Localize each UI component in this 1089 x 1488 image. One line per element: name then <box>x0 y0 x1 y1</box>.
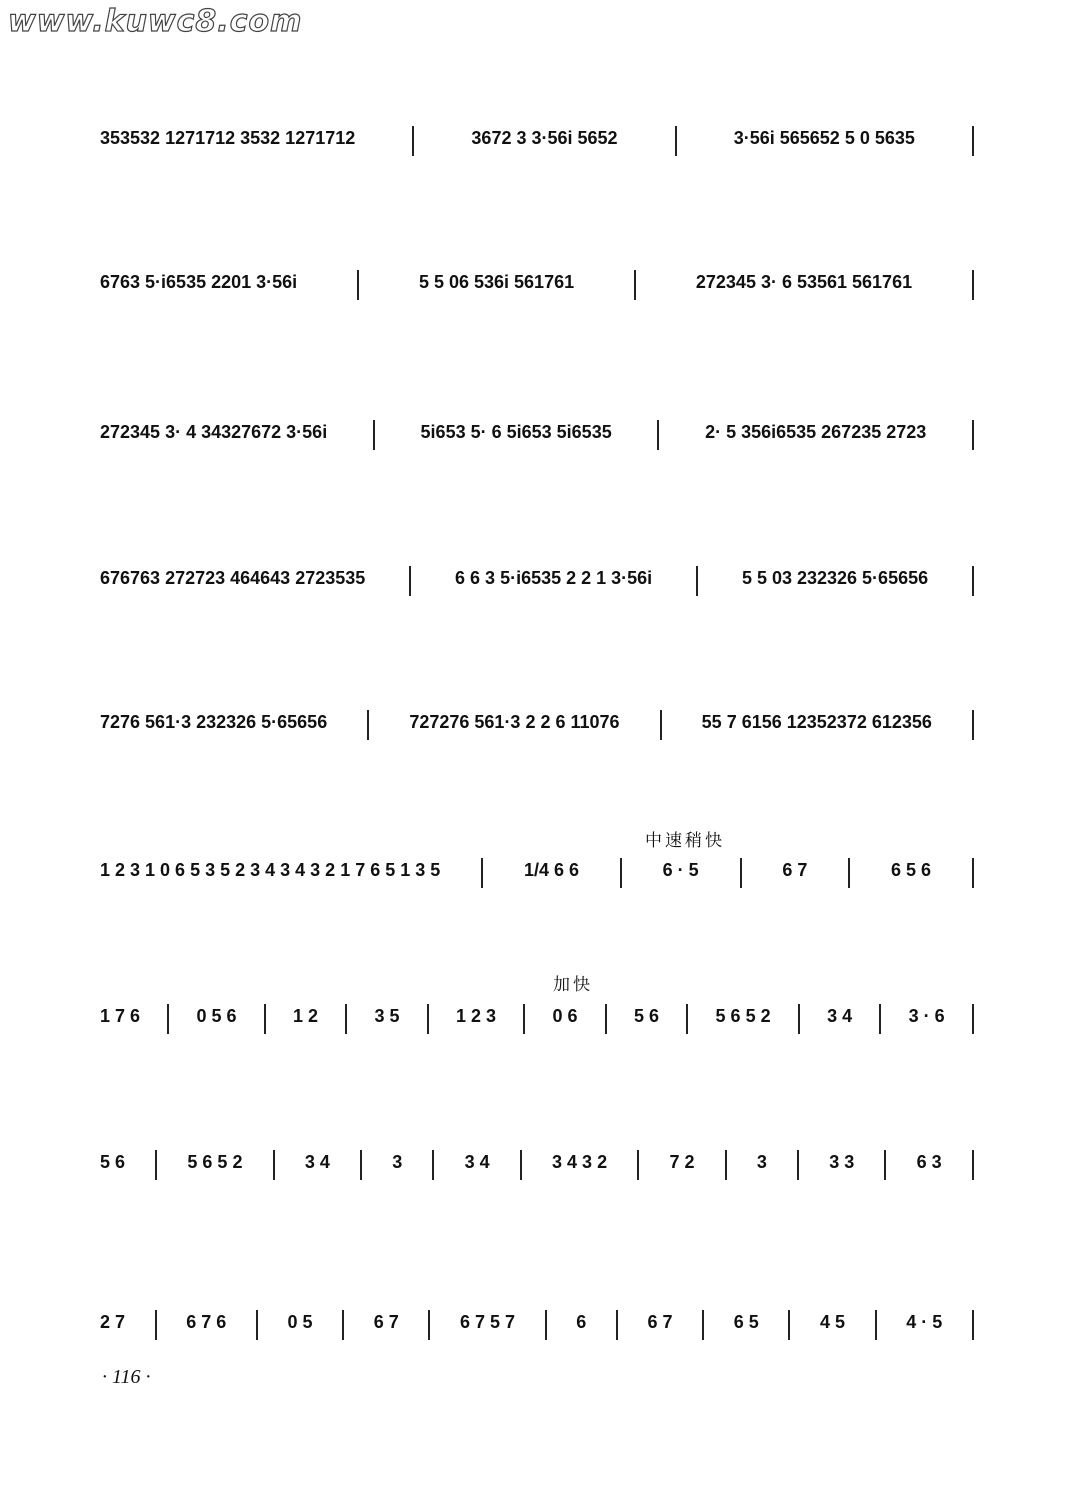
measure: 6 · 5 <box>662 860 699 880</box>
barline <box>972 710 974 740</box>
score-line <box>96 1150 976 1184</box>
measure: 3·56i 565652 5 0 5635 <box>733 128 915 148</box>
measure: 3 · 6 <box>908 1006 945 1026</box>
barline <box>256 1310 258 1340</box>
measure: 3672 3 3·56i 5652 <box>471 128 618 148</box>
measure: 676763 272723 464643 2723535 <box>100 568 366 588</box>
measure: 3 4 <box>464 1152 490 1172</box>
barline <box>884 1150 886 1180</box>
tempo-marking-moderate: 中速稍快 <box>645 831 725 851</box>
measure: 55 7 6156 12352372 612356 <box>701 712 932 732</box>
score-line <box>96 126 976 160</box>
measure: 272345 3· 4 34327672 3·56i <box>100 422 328 442</box>
barline <box>432 1150 434 1180</box>
barline <box>740 858 742 888</box>
score-line <box>96 270 976 304</box>
barline <box>702 1310 704 1340</box>
measure: 6 7 <box>782 860 808 880</box>
barline <box>523 1004 525 1034</box>
barline <box>360 1150 362 1180</box>
barline <box>428 1310 430 1340</box>
measure: 6 7 <box>373 1312 399 1332</box>
measure: 1/4 6 6 <box>523 860 579 880</box>
measure: 3 <box>756 1152 767 1172</box>
measure: 1 2 3 1 0 6 5 3 5 2 3 4 3 4 3 2 1 7 6 5 1 3 5 <box>100 860 441 880</box>
barline <box>412 126 414 156</box>
barline <box>660 710 662 740</box>
barline <box>657 420 659 450</box>
measure: 0 5 <box>287 1312 313 1332</box>
measure: 5i653 5· 6 5i653 5i6535 <box>420 422 612 442</box>
barline <box>848 858 850 888</box>
measure: 6763 5·i6535 2201 3·56i <box>100 272 298 292</box>
measure: 6 5 6 <box>891 860 932 880</box>
barline <box>797 1150 799 1180</box>
measure: 6 <box>576 1312 587 1332</box>
barline <box>481 858 483 888</box>
measure: 5 5 06 536i 561761 <box>418 272 575 292</box>
measure: 727276 561·3 2 2 6 11076 <box>409 712 620 732</box>
measure: 2· 5 356i6535 267235 2723 <box>705 422 927 442</box>
score-line <box>96 710 976 744</box>
measure: 1 2 3 <box>456 1006 497 1026</box>
barline <box>273 1150 275 1180</box>
measure: 6 6 3 5·i6535 2 2 1 3·56i <box>455 568 653 588</box>
measure: 2 7 <box>100 1312 126 1332</box>
barline <box>972 420 974 450</box>
barline <box>605 1004 607 1034</box>
barline <box>155 1310 157 1340</box>
barline <box>634 270 636 300</box>
page-number: · 116 · <box>102 1366 151 1388</box>
measure: 7276 561·3 232326 5·65656 <box>100 712 328 732</box>
watermark: www.kuwc8.com <box>8 4 303 39</box>
measure: 272345 3· 6 53561 561761 <box>695 272 913 292</box>
barline <box>788 1310 790 1340</box>
barline <box>520 1150 522 1180</box>
barline <box>637 1150 639 1180</box>
barline <box>264 1004 266 1034</box>
measure: 3 3 <box>829 1152 855 1172</box>
barline <box>367 710 369 740</box>
barline <box>972 126 974 156</box>
barline <box>357 270 359 300</box>
barline <box>972 1004 974 1034</box>
measure: 3 4 <box>304 1152 330 1172</box>
measure: 6 7 6 <box>186 1312 227 1332</box>
measure: 3 4 <box>827 1006 853 1026</box>
barline <box>616 1310 618 1340</box>
barline <box>972 1310 974 1340</box>
barline <box>875 1310 877 1340</box>
score-line <box>96 1310 976 1344</box>
measure: 1 7 6 <box>100 1006 141 1026</box>
barline <box>345 1004 347 1034</box>
barline <box>972 1150 974 1180</box>
score-line <box>96 858 976 892</box>
barline <box>696 566 698 596</box>
barline <box>342 1310 344 1340</box>
measure: 6 7 5 7 <box>460 1312 516 1332</box>
measure: 5 6 5 2 <box>187 1152 243 1172</box>
measure: 4 · 5 <box>906 1312 943 1332</box>
barline <box>972 858 974 888</box>
barline <box>155 1150 157 1180</box>
barline <box>373 420 375 450</box>
measure: 3 4 3 2 <box>552 1152 608 1172</box>
measure: 1 2 <box>293 1006 319 1026</box>
measure: 5 6 <box>100 1152 126 1172</box>
barline <box>620 858 622 888</box>
measure: 4 5 <box>820 1312 846 1332</box>
score-line <box>96 1004 976 1038</box>
barline <box>167 1004 169 1034</box>
barline <box>725 1150 727 1180</box>
measure: 7 2 <box>669 1152 695 1172</box>
measure: 3 <box>392 1152 403 1172</box>
measure: 3 5 <box>374 1006 400 1026</box>
score-line <box>96 566 976 600</box>
barline <box>972 270 974 300</box>
measure: 6 5 <box>733 1312 759 1332</box>
barline <box>879 1004 881 1034</box>
tempo-marking-faster: 加快 <box>553 975 593 995</box>
barline <box>972 566 974 596</box>
measure: 6 3 <box>916 1152 942 1172</box>
measure: 6 7 <box>647 1312 673 1332</box>
barline <box>675 126 677 156</box>
measure: 353532 1271712 3532 1271712 <box>100 128 356 148</box>
barline <box>545 1310 547 1340</box>
barline <box>427 1004 429 1034</box>
score-line <box>96 420 976 454</box>
measure: 0 6 <box>552 1006 578 1026</box>
measure: 5 5 03 232326 5·65656 <box>741 568 929 588</box>
measure: 0 5 6 <box>196 1006 237 1026</box>
barline <box>409 566 411 596</box>
measure: 5 6 5 2 <box>715 1006 771 1026</box>
barline <box>798 1004 800 1034</box>
measure: 5 6 <box>634 1006 660 1026</box>
barline <box>686 1004 688 1034</box>
